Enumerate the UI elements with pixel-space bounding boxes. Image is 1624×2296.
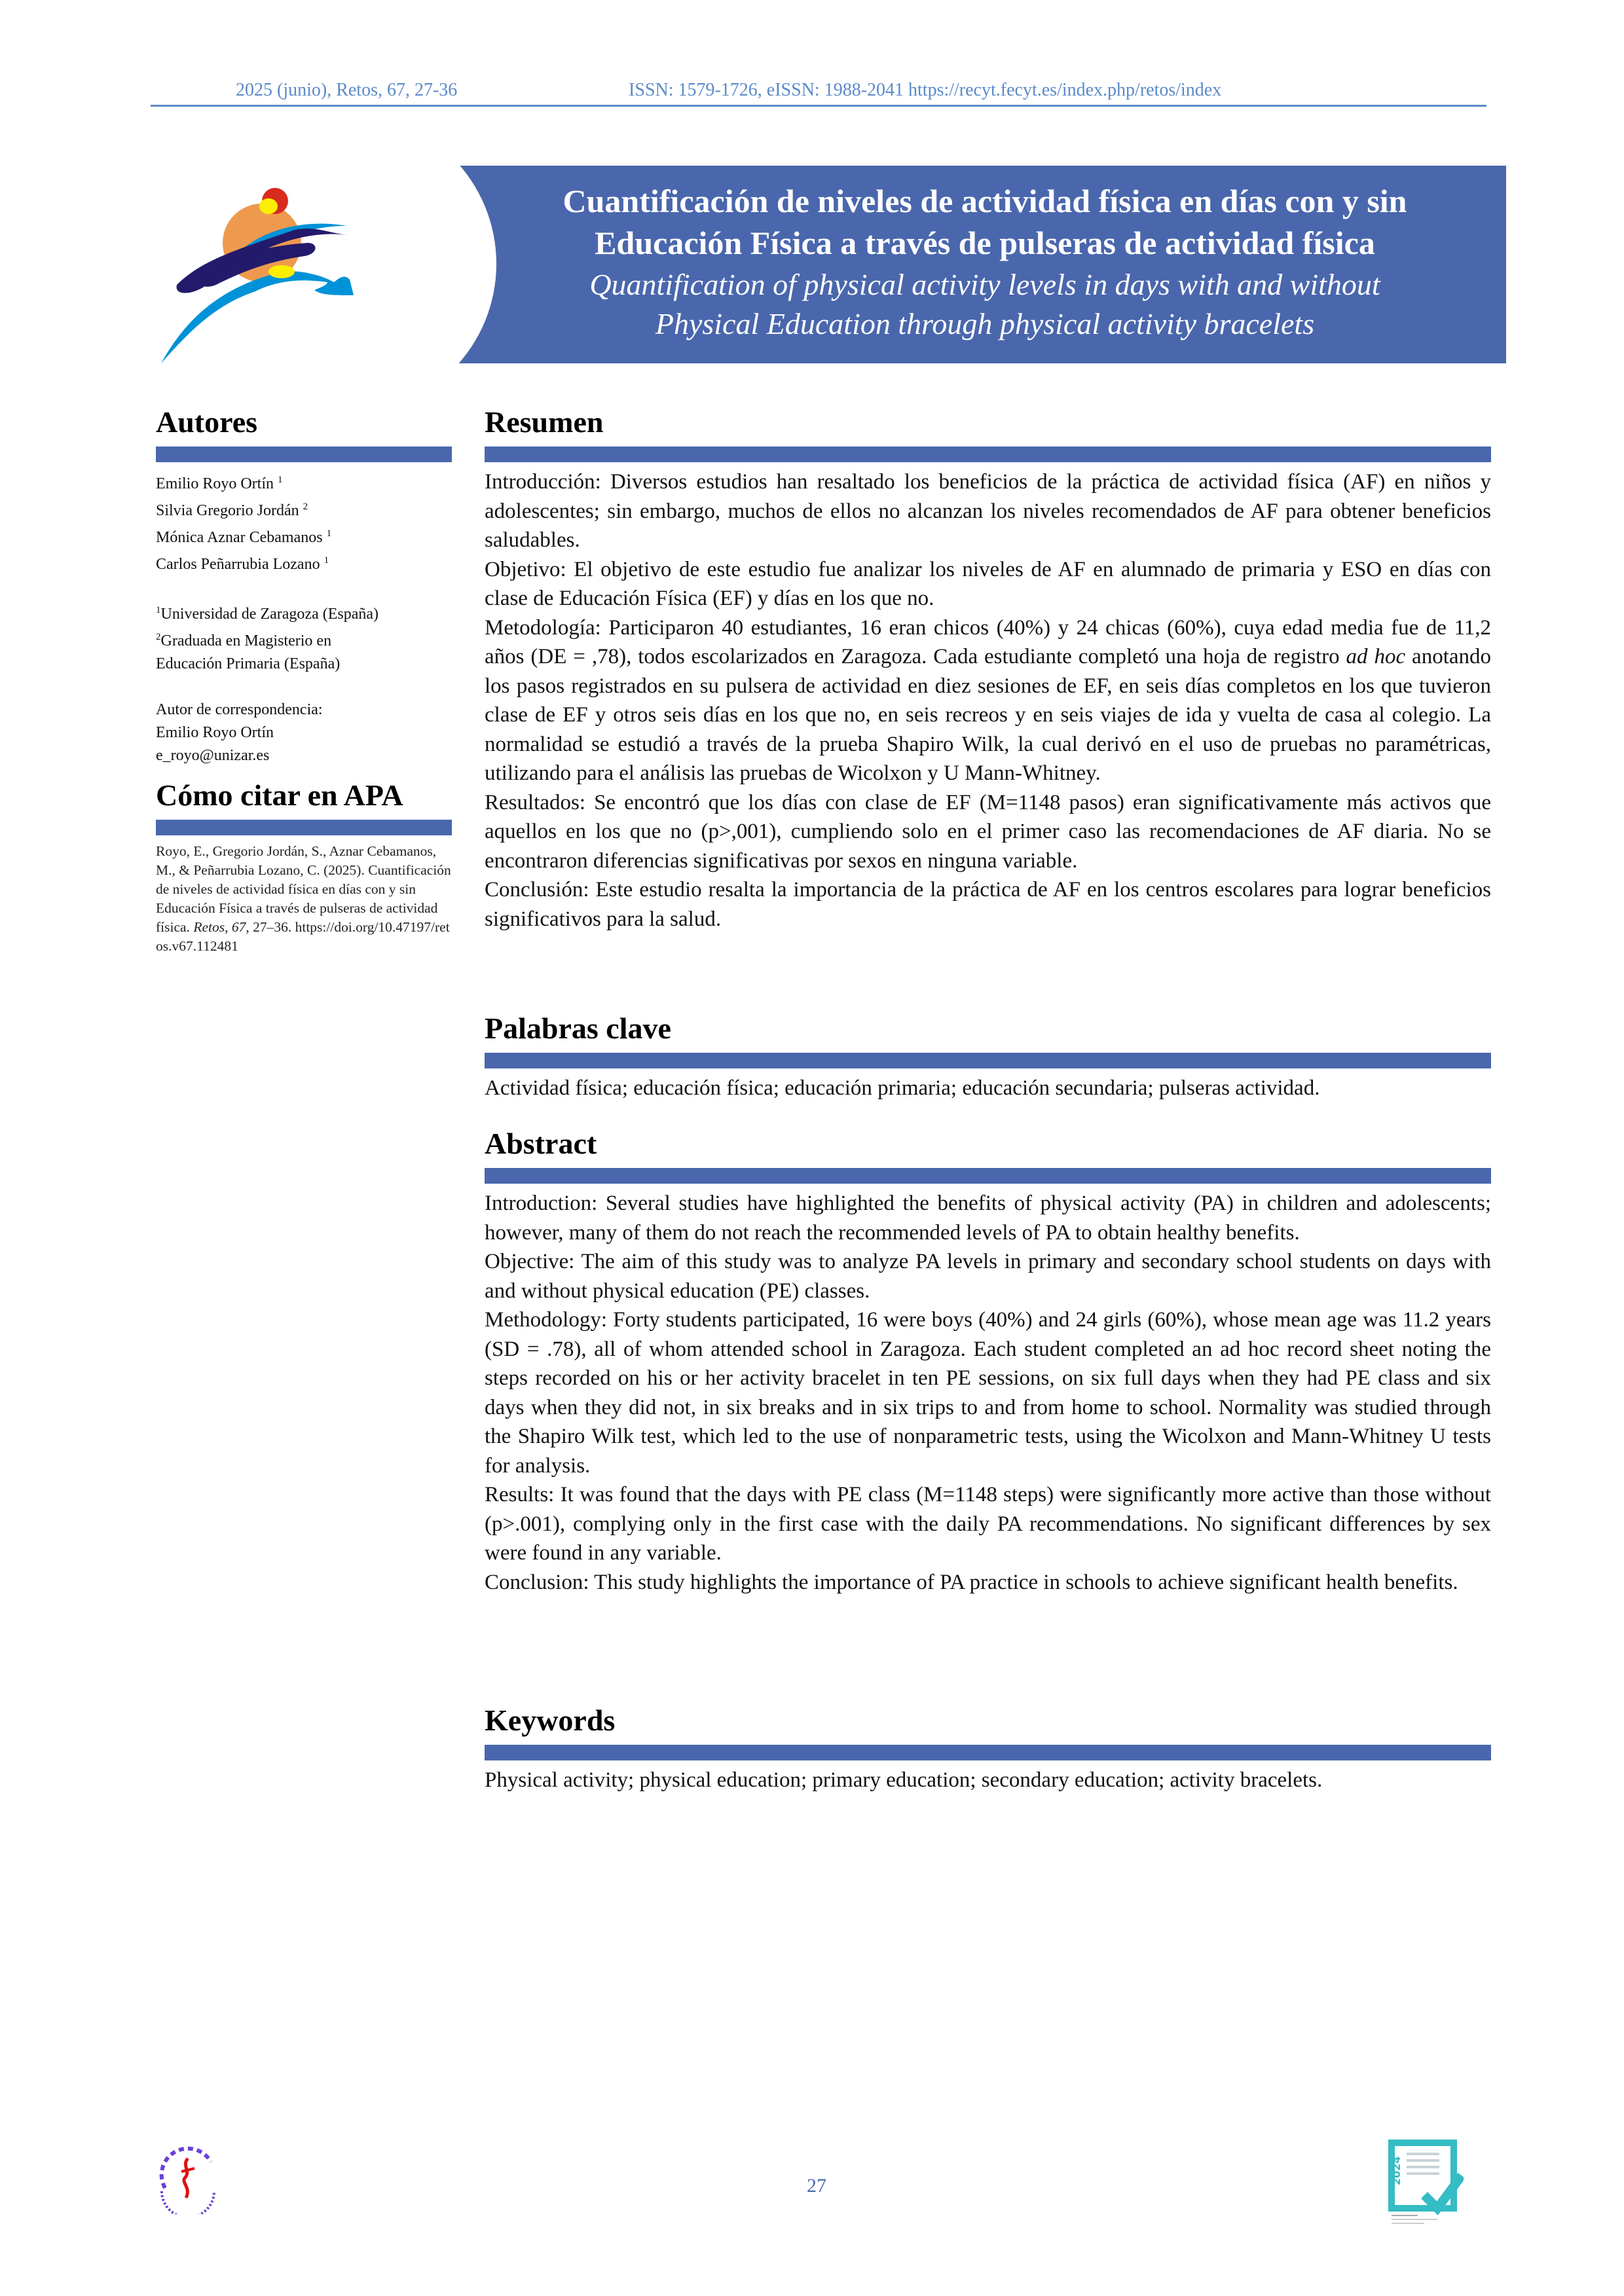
authors-heading: Autores (156, 405, 258, 439)
resumen-objetivo: Objetivo: El objetivo de este estudio fue analizar los niveles de AF en alumnado de primaria y ESO en días con clase de Educación Física (EF) y días en los que no. (485, 557, 1491, 610)
title-english (477, 265, 1493, 344)
palabras-clave-section (485, 1013, 1491, 1103)
author-item: Emilio Royo Ortín $^1$ (156, 475, 283, 492)
section-bar (156, 820, 452, 835)
title-spanish (477, 180, 1493, 264)
title-banner (411, 166, 1506, 363)
abstract-introduction: Introduction: Several studies have highlighted the benefits of physical activity (PA) in children and adolescents; however, many of them do not reach the recommended levels of PA to obtain healthy benefits. (485, 1192, 1491, 1245)
keywords-heading: Keywords (485, 1704, 616, 1737)
affiliation-item: $^2$Graduada en Magisterio en Educación Primaria (España) (156, 632, 341, 672)
abstract-objective: Objective: The aim of this study was to analyze PA levels in primary and secondary school students on days with and without physical education (PE) classes. (485, 1250, 1491, 1303)
author-item: Carlos Peñarrubia Lozano $^1$ (156, 555, 329, 573)
resumen-conclusion: Conclusión: Este estudio resalta la importancia de la práctica de AF en los centros escolares para lograr beneficios significativos para la salud. (485, 878, 1491, 931)
authors-list (156, 469, 452, 767)
palabras-clave-heading: Palabras clave (485, 1011, 671, 1045)
section-bar (156, 446, 452, 462)
title-en-line-1: Quantification of physical activity levels in days with and without (589, 268, 1380, 301)
resumen-resultados: Resultados: Se encontró que los días con clase de EF (M=1148 pasos) eran significativamente más activos que aquellos en los que no (p>,001), cumpliendo solo en el primer caso las recomendaciones de AF diaria. No se encontraron diferencias significativas por sexos en ninguna variable. (485, 790, 1491, 873)
abstract-methodology: Methodology: Forty students participated, 16 were boys (40%) and 24 girls (60%), whose mean age was 11.2 years (SD = .78), all of whom attended school in Zaragoza. Each student completed an ad hoc record sheet noting the steps recorded on his or her activity bracelet in ten PE sessions, on six full days when they had PE class and six days when they did not, in six breaks and in six trips to and from home to school. Normality was studied through the Shapiro Wilk test, which led to the use of nonparametric tests, using the Wicolxon and Mann-Whitney U tests for analysis. (485, 1308, 1491, 1478)
abstract-heading: Abstract (485, 1127, 597, 1160)
keywords-text: Physical activity; physical education; primary education; secondary education; activity bracelets. (485, 1768, 1323, 1792)
abstract-results: Results: It was found that the days with PE class (M=1148 steps) were significantly more active than those without (p>.001), complying only in the first case with the daily PA recommendations. No significant differences by sex were found in any variable. (485, 1483, 1491, 1565)
section-bar (485, 1168, 1491, 1184)
palabras-clave-text: Actividad física; educación física; educación primaria; educación secundaria; pulseras actividad. (485, 1076, 1320, 1100)
section-bar (485, 1745, 1491, 1760)
correspondence-email[interactable]: e_royo@unizar.es (156, 747, 270, 764)
resumen-section (485, 407, 1491, 934)
page-number: 27 (807, 2175, 826, 2196)
running-header (151, 77, 1486, 106)
correspondence-name: Emilio Royo Ortín (156, 724, 274, 741)
section-bar (485, 1053, 1491, 1068)
resumen-heading: Resumen (485, 405, 604, 439)
citation-doi-link[interactable]: https://doi.org/10.47197/retos.v67.112481 (156, 919, 450, 954)
abstract-conclusion: Conclusion: This study highlights the importance of PA practice in schools to achieve significant health benefits. (485, 1570, 1458, 1594)
resumen-metodologia: Metodología: Participaron 40 estudiantes, 16 eran chicos (40%) y 24 chicas (60%), cuya edad media fue de 11,2 años (DE = ,78), todos escolarizados en Zaragoza. Cada estudiante completó una hoja de registro ad hoc anotando los pasos registrados en su pulsera de actividad en diez sesiones de EF, en seis días completos en los que tuvieron clase de EF y otros seis días en los que no, en seis recreos y en seis viajes de ida y vuelta de casa al colegio. La normalidad se estudió a través de la prueba Shapiro Wilk, la cual derivó en el uso de pruebas no paramétricas, utilizando para el análisis las pruebas de Wicolxon y U Mann-Whitney. (485, 615, 1492, 785)
author-item: Mónica Aznar Cebamanos $^1$ (156, 528, 332, 546)
citation-text: Royo, E., Gregorio Jordán, S., Aznar Cebamanos, M., & Peñarrubia Lozano, C. (2025). Cuantificación de niveles de actividad física en días con y sin Educación Física a través de pulseras de actividad física. Retos, 67, 27–36. https://doi.org/10.47197/retos.v67.112481 (156, 843, 451, 954)
section-bar (485, 446, 1491, 462)
correspondence-label: Autor de correspondencia: (156, 701, 323, 718)
title-es-line-1: Cuantificación de niveles de actividad física en días con y sin (563, 183, 1407, 219)
affiliation-item: $^1$Universidad de Zaragoza (España) (156, 605, 379, 623)
abstract-section (485, 1129, 1491, 1597)
journal-issue: 2025 (junio), Retos, 67, 27-36 (236, 80, 458, 100)
keywords-section (485, 1705, 1491, 1795)
header-rule (151, 105, 1486, 107)
retos-logo-icon (151, 167, 413, 370)
journal-issn-url: ISSN: 1579-1726, eISSN: 1988-2041 https://recyt.fecyt.es/index.php/retos/index (629, 80, 1222, 100)
feadef-logo-icon (152, 2142, 224, 2214)
author-item: Silvia Gregorio Jordán $^2$ (156, 501, 308, 519)
citation-heading: Cómo citar en APA (156, 778, 403, 812)
quality-seal-icon (1388, 2140, 1464, 2228)
svg-text:2024: 2024 (1390, 2156, 1403, 2185)
authors-section (156, 407, 452, 767)
title-es-line-2: Educación Física a través de pulseras de actividad física (595, 225, 1375, 261)
resumen-introduccion: Introducción: Diversos estudios han resaltado los beneficios de la práctica de actividad física (AF) en niños y adolescentes; sin embargo, muchos de ellos no alcanzan los niveles recomendados de AF para obtener beneficios saludables. (485, 470, 1491, 552)
citation-section (156, 780, 452, 956)
title-en-line-2: Physical Education through physical activity bracelets (655, 307, 1315, 340)
